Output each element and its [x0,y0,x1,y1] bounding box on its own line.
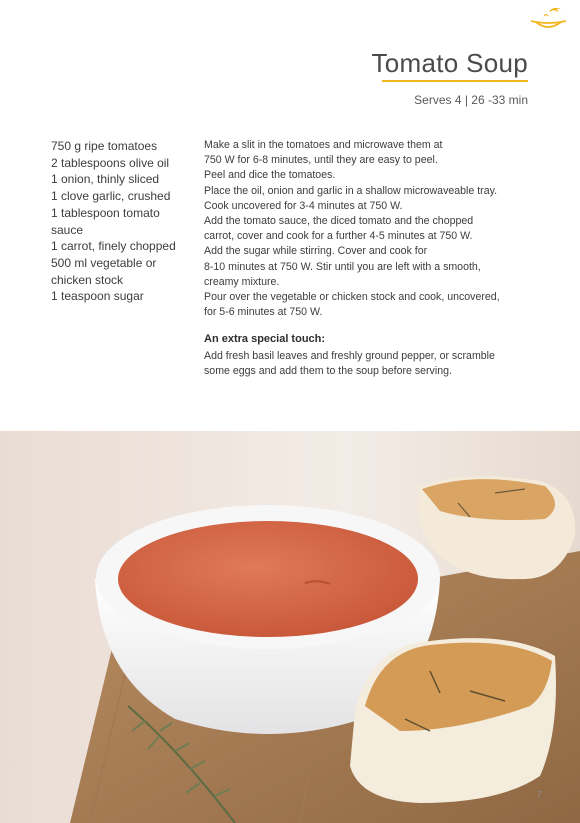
extra-tip-text [204,349,524,379]
ingredient-item: 1 clove garlic, crushed [51,189,171,204]
extra-tip-line: Add fresh basil leaves and freshly ground pepper, or scramble [204,350,495,362]
method-line: for 5-6 minutes at 750 W. [204,306,323,319]
ingredient-item: 1 onion, thinly sliced [51,172,160,187]
ingredient-item: 1 carrot, finely chopped [51,239,176,254]
ingredient-item: 1 tablespoon tomato sauce [51,205,160,237]
method-line: Peel and dice the tomatoes. [204,169,336,182]
method-line: carrot, cover and cook for a further 4-5 minutes at 750 W. [204,230,473,243]
method-text [204,138,534,320]
method-line: creamy mixture. [204,275,280,288]
recipe-title: Tomato Soup [371,48,528,78]
soup [118,521,418,637]
ingredient-item: 500 ml vegetable or chicken stock [51,255,157,287]
method-line: 8-10 minutes at 750 W. Stir until you are left with a smooth, [204,260,481,273]
ingredient-list [51,138,191,305]
method-line: Place the oil, onion and garlic in a shallow microwaveable tray. [204,184,498,197]
serves-time: Serves 4 | 26 -33 min [414,93,528,107]
extra-tip-heading: An extra special touch: [204,333,326,345]
method-line: Cook uncovered for 3-4 minutes at 750 W. [204,199,403,212]
cooking-pan-icon [528,8,568,34]
extra-tip-line: some eggs and add them to the soup before serving. [204,365,452,378]
method-line: Add the tomato sauce, the diced tomato and the chopped [204,215,474,228]
method-line: Add the sugar while stirring. Cover and cook for [204,245,428,258]
soup-photo [0,431,580,823]
ingredient-item: 2 tablespoons olive oil [51,155,170,170]
title-underline [382,80,528,82]
ingredient-item: 1 teaspoon sugar [51,289,144,304]
method-line: Pour over the vegetable or chicken stock and cook, uncovered, [204,291,500,304]
ingredient-item: 750 g ripe tomatoes [51,139,158,153]
page-number: 7 [536,790,542,801]
method-line: 750 W for 6-8 minutes, until they are easy to peel. [204,154,438,167]
method-line: Make a slit in the tomatoes and microwave them at [204,139,443,151]
